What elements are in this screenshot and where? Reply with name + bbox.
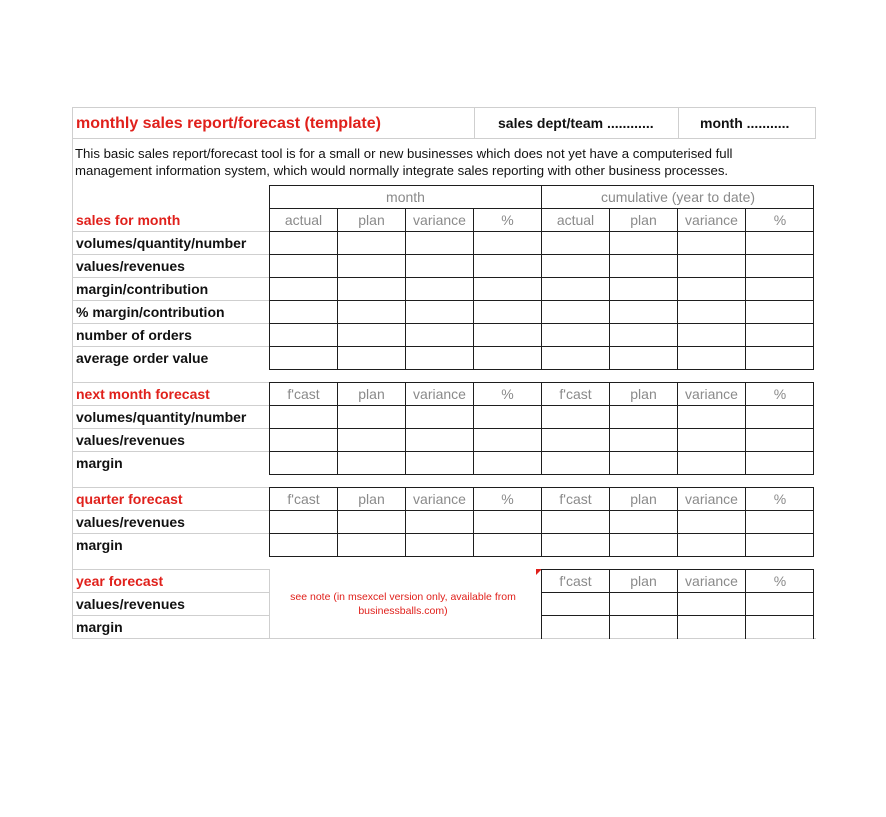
col-header-plan: plan [358,386,385,402]
col-header-plan: plan [358,212,385,228]
col-header-cum-percent: % [773,491,787,507]
row-label-avg-order: average order value [76,350,209,366]
col-header-cum-plan: plan [630,386,657,402]
year-note-line-1: see note (in msexcel version only, available from [290,591,516,603]
row-label-values: values/revenues [76,596,185,612]
col-header-percent: % [501,212,514,228]
col-header-plan: plan [358,491,385,507]
row-label-values: values/revenues [76,258,185,274]
row-label-volumes: volumes/quantity/number [76,409,247,425]
sales-dept-field[interactable]: sales dept/team ............ [498,115,654,131]
report-title: monthly sales report/forecast (template) [76,115,381,132]
col-header-variance: variance [413,491,466,507]
row-label-volumes: volumes/quantity/number [76,235,247,251]
section-title-year: year forecast [76,573,164,589]
col-header-cum-variance: variance [685,386,738,402]
intro-line-1: This basic sales report/forecast tool is for a small or new businesses which does not yet have a computerised full [75,146,733,161]
col-header-cum-fcast: f'cast [559,491,592,507]
section-title-quarter: quarter forecast [76,491,183,507]
month-field[interactable]: month ........... [700,115,790,131]
col-header-cum-fcast: f'cast [559,573,592,589]
col-header-cum-variance: variance [685,491,738,507]
col-header-variance: variance [413,212,466,228]
col-header-cum-variance: variance [685,212,738,228]
col-header-cum-plan: plan [630,573,657,589]
col-header-cum-fcast: f'cast [559,386,592,402]
col-header-percent: % [501,491,514,507]
section-title-sales: sales for month [76,212,181,228]
row-label-values: values/revenues [76,432,185,448]
col-header-cum-actual: actual [556,212,595,228]
intro-line-2: management information system, which would normally integrate sales reporting with other business processes. [75,163,729,178]
col-header-cum-variance: variance [685,573,738,589]
year-note-line-2: businessballs.com) [358,605,448,617]
col-header-actual: actual [284,212,323,228]
section-title-next-month: next month forecast [76,386,210,402]
col-header-cum-plan: plan [630,491,657,507]
row-label-margin: margin/contribution [76,281,209,297]
row-label-orders: number of orders [76,327,192,343]
col-header-cum-percent: % [773,212,787,228]
row-label-margin: margin [76,537,123,553]
row-label-margin: margin [76,455,123,471]
col-header-fcast: f'cast [287,491,320,507]
col-header-variance: variance [413,386,466,402]
col-header-cum-plan: plan [630,212,657,228]
col-header-fcast: f'cast [287,386,320,402]
col-header-cum-percent: % [773,573,787,589]
row-label-percent-margin: % margin/contribution [76,304,225,320]
row-label-values: values/revenues [76,514,185,530]
group-header-cumulative: cumulative (year to date) [600,189,756,205]
col-header-cum-percent: % [773,386,787,402]
group-header-month: month [386,189,425,205]
col-header-percent: % [501,386,514,402]
row-label-margin: margin [76,619,123,635]
